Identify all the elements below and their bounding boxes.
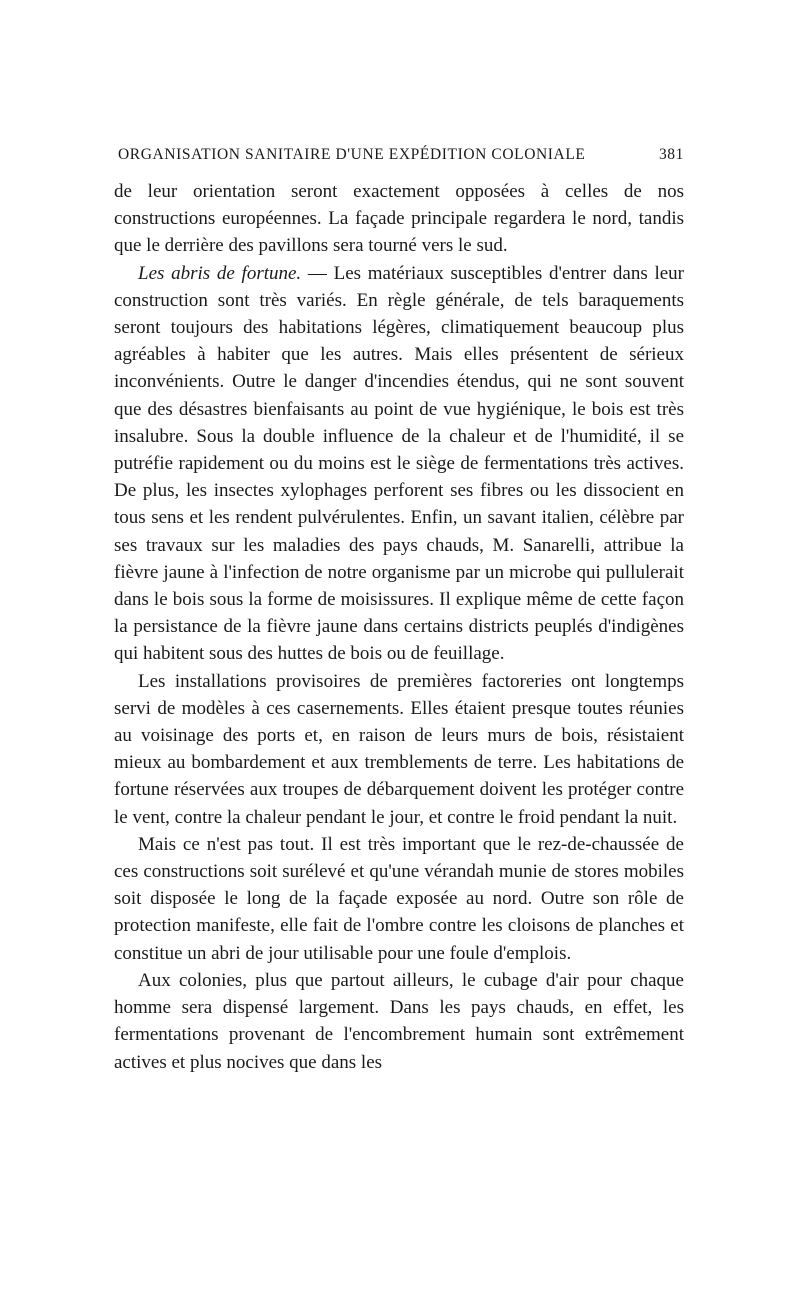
book-page <box>114 146 684 1076</box>
running-head <box>118 146 684 164</box>
paragraph-text: de leur orientation seront exactement opposées à celles de nos constructions européennes. La façade principale regardera le nord, tandis que le derrière des pavillons sera tourné vers le sud. <box>114 181 684 257</box>
section-lead: Les abris de fortune. <box>138 262 302 284</box>
paragraph-3 <box>114 668 684 831</box>
paragraph-text: — Les matériaux susceptibles d'entrer dans leur construction sont très variés. En règle générale, de tels baraquements seront toujours des habitations légères, climatiquement beaucoup plus agréables à habiter que les autres. Mais elles présentent de sérieux inconvénients. Outre le danger d'incendies étendus, qui ne sont souvent que des désastres bienfaisants au point de vue hygiénique, le bois est très insalubre. Sous la double influence de la chaleur et de l'humidité, il se putréfie rapidement ou du moins est le siège de fermentations très actives. De plus, les insectes xylophages perforent ses fibres ou les dissocient en tous sens et les rendent pulvérulentes. Enfin, un savant italien, célèbre par ses travaux sur les maladies des pays chauds, M. Sanarelli, attribue la fièvre jaune à l'infection de notre organisme par un microbe qui pullulerait dans le bois sous la forme de moisissures. Il explique même de cette façon la persistance de la fièvre jaune dans certains districts peuplés d'indigènes qui habitent sous des huttes de bois ou de feuillage. <box>114 262 684 665</box>
body-text <box>114 178 684 1076</box>
paragraph-1 <box>114 178 684 260</box>
paragraph-text: Aux colonies, plus que partout ailleurs, le cubage d'air pour chaque homme sera dispensé largement. Dans les pays chauds, en effet, les fermentations provenant de l'encombrement humain sont extrêmement actives et plus nocives que dans les <box>114 969 684 1073</box>
paragraph-text: Les installations provisoires de premières factoreries ont longtemps servi de modèles à ces casernements. Elles étaient presque toutes réunies au voisinage des ports et, en raison de leurs murs de bois, résistaient mieux au bombardement et aux tremblements de terre. Les habitations de fortune réservées aux troupes de débarquement doivent les protéger contre le vent, contre la chaleur pendant le jour, et contre le froid pendant la nuit. <box>114 670 684 828</box>
page-number: 381 <box>658 146 684 163</box>
paragraph-text: Mais ce n'est pas tout. Il est très important que le rez-de-chaussée de ces constructions soit surélevé et qu'une vérandah munie de stores mobiles soit disposée le long de la façade exposée au nord. Outre son rôle de protection manifeste, elle fait de l'ombre contre les cloisons de planches et constitue un abri de jour utilisable pour une foule d'emplois. <box>114 833 684 964</box>
paragraph-2 <box>114 260 684 668</box>
running-title: ORGANISATION SANITAIRE D'UNE EXPÉDITION COLONIALE <box>118 146 586 163</box>
paragraph-4 <box>114 831 684 967</box>
paragraph-5 <box>114 967 684 1076</box>
